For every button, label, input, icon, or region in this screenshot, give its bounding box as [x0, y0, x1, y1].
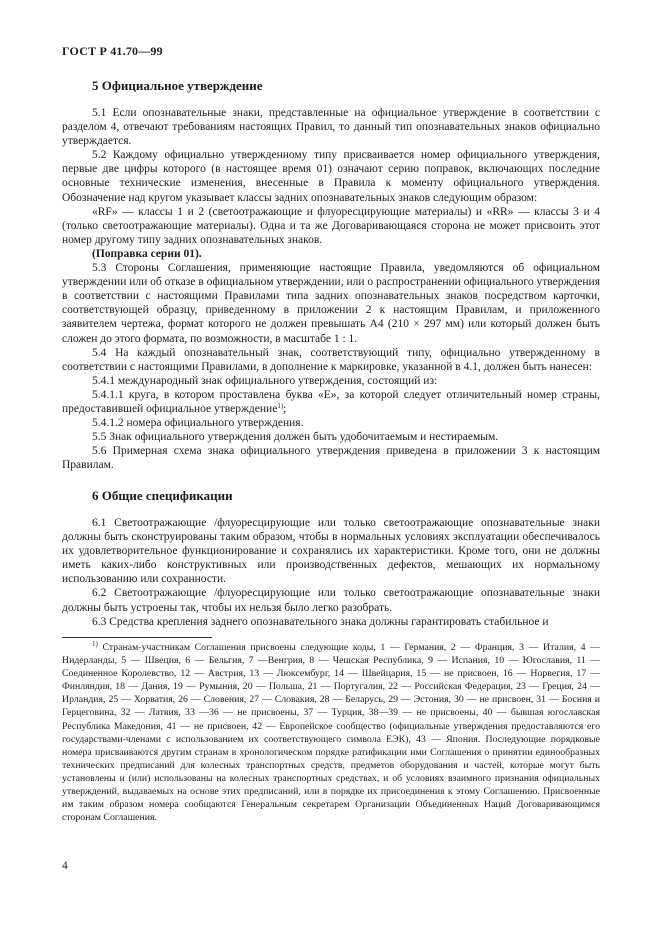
document-code-header: ГОСТ Р 41.70—99	[62, 44, 163, 58]
footnote-reference: 1)	[277, 401, 284, 410]
section-5-title: 5 Официальное утверждение	[92, 78, 263, 93]
paragraph-5-4-1: 5.4.1 международный знак официального утверждения, состоящий из:	[92, 374, 438, 387]
paragraph-6-3: 6.3 Средства крепления заднего опознавательного знака должны гарантировать стабильное и	[92, 615, 549, 628]
paragraph-5-1: 5.1 Если опознавательные знаки, представленные на официальное утверждение в соответствии с разделом 4, отвечают требованиям настоящих Правил, то данный тип опознавательных знаков официально утверждается.	[62, 107, 600, 148]
section-5-body	[62, 106, 600, 472]
section-6-body	[62, 516, 600, 629]
paragraph-5-5: 5.5 Знак официального утверждения должен быть удобочитаемым и нестираемым.	[92, 431, 499, 444]
paragraph-5-4: 5.4 На каждый опознавательный знак, соответствующий типу, официально утвержденному в соответствии с настоящими Правилами, в дополнение к маркировке, указанной в 4.1, должен быть нанесен:	[62, 346, 600, 373]
paragraph-5-2-classes: «RF» — классы 1 и 2 (светоотражающие и флуоресцирующие материалы) и «RR» — классы 3 и 4 (только светоотражающие материалы). Одна и та же Договаривающаяся сторона не может присвоить этот номер другому типу задних опознавательных знаков.	[62, 205, 600, 246]
paragraph-5-2: 5.2 Каждому официально утвержденному типу присваивается номер официального утверждения, первые две цифры которого (в настоящее время 01) означают серию поправок, включающих последние основные технические изменения, внесенные в Правила к моменту официального утверждения. Обозначение над кругом указывает классы задних опознавательных знаков следующим образом:	[62, 149, 600, 204]
section-6-title: 6 Общие спецификации	[92, 488, 233, 503]
footnote-text: Странам-участникам Соглашения присвоены следующие коды, 1 — Германия, 2 — Франция, 3 — Италия, 4 — Нидерланды, 5 — Швеция, 6 — Бельгия, 7 —Венгрия, 8 — Чешская Республика, 9 — Испания, 10 — Югославия, 11 — Соединенное Королевство, 12 — Австрия, 13 — Люксембург, 14 — Швейцария, 15 — не присвоен, 16 — Норвегия, 17 — Финляндия, 18 — Дания, 19 — Румыния, 20 — Польша, 21 — Португалия, 22 — Российская Федерация, 23 — Греция, 24 — Ирландия, 25 — Хорватия, 26 — Словения, 27 — Словакия, 28 — Беларусь, 29 — Эстония, 30 — не присвоен, 31 — Босния и Герцеговина, 32 — Латвия, 33 —36 — не присвоены, 37 — Турция, 38—39 — не присвоены, 40 — бывшая югославская Республика Македония, 41 — не присвоен, 42 — Европейское сообщество (официальные утверждения предоставляются его государствами-членами с использованием их соответствующего символа ЕЭК), 43 — Япония. Последующие порядковые номера присваиваются другим странам в хронологическом порядке ратификации ими Соглашения о принятии единообразных технических предписаний для колесных транспортных средств, предметов оборудования и частей, которые могут быть установлены и (или) использованы на колесных транспортных средствах, и об условиях взаимного признания официальных утверждений, выдаваемых на основе этих предписаний, или в порядке их присоединения к этому Соглашению. Присвоенные им таким образом номера сообщаются Генеральным секретарем Организации Объединенных Наций Договаривающимся сторонам Соглашения.	[62, 642, 600, 824]
paragraph-5-4-1-1-text: 5.4.1.1 круга, в котором проставлена буква «Е», за которой следует отличительный номер страны, предоставившей официальное утверждение	[62, 388, 600, 415]
footnote-paragraph	[62, 641, 600, 824]
paragraph-6-1: 6.1 Светоотражающие /флуоресцирующие или только светоотражающие опознавательные знаки должны быть сконструированы таким образом, чтобы в нормальных условиях эксплуатации обеспечивалось их удовлетворительное функционирование и сохранялись их характеристики. Кроме того, они не должны иметь каких-либо конструктивных или производственных дефектов, мешающих их нормальному использованию или сохранности.	[62, 517, 600, 586]
paragraph-5-6: 5.6 Примерная схема знака официального утверждения приведена в приложении 3 к настоящим Правилам.	[62, 445, 600, 472]
footnote-marker: 1)	[92, 640, 98, 648]
page-number: 4	[62, 860, 68, 872]
footnote	[62, 641, 600, 824]
paragraph-5-4-1-1-end: ;	[283, 402, 287, 415]
paragraph-5-3: 5.3 Стороны Соглашения, применяющие настоящие Правила, уведомляются об официальном утверждении или об отказе в официальном утверждении, или о распространении официального утверждения в соответствии с настоящими Правилами типа задних опознавательных знаков посредством карточки, соответствующей образцу, приведенному в приложении 2 к настоящим Правилам, и приложенного заявителем чертежа, формат которого не должен превышать А4 (210 × 297 мм) или который должен быть сложен до этого формата, по возможности, в масштабе 1 : 1.	[62, 262, 600, 345]
amendment-note: (Поправка серии 01).	[92, 247, 202, 260]
footnote-divider	[62, 637, 212, 638]
paragraph-5-4-1-1	[62, 388, 600, 416]
paragraph-6-2: 6.2 Светоотражающие /флуоресцирующие или только светоотражающие опознавательные знаки должны быть устроены так, чтобы их нельзя было легко разобрать.	[62, 587, 600, 614]
paragraph-5-4-1-2: 5.4.1.2 номера официального утверждения.	[92, 417, 304, 430]
